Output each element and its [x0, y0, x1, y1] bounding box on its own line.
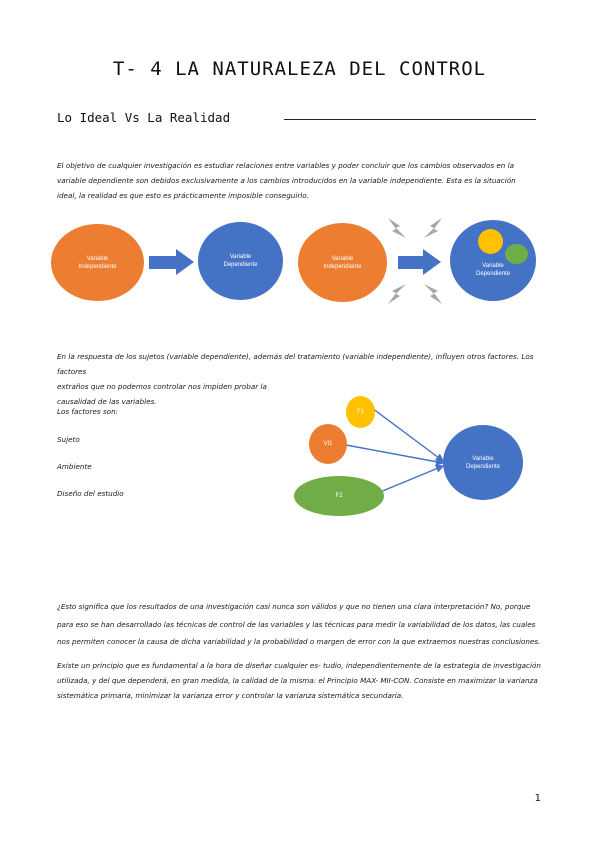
factors-paragraph-line: extraños que no podemos controlar nos impiden probar la	[57, 382, 267, 391]
real-dependent-label: Variable Dependiente	[475, 262, 511, 277]
lightning-icon	[388, 218, 406, 238]
real-independent-label: Variable Independiente	[323, 255, 362, 270]
conclusion-paragraph-1: ¿Esto significa que los resultados de una investigación casi nunca son válidos y que no tienen una clara interpretación? No, porque para eso se han desarrollado las técnicas de control de las variables y las técnicas para medir la variabilidad de los datos, las cuales nos permiten conocer la causa de dicha variabilidad y la probabilidad o margen de error con la que extraemos nuestras conclusiones.	[57, 602, 541, 646]
factor-dependent-node	[443, 425, 523, 500]
extraneous-green-node	[505, 244, 528, 264]
lightning-icon	[424, 218, 442, 238]
extraneous-yellow-node	[478, 229, 503, 254]
conclusion-paragraph-2: Existe un principio que es fundamental a la hora de diseñar cualquier es- tudio, independientemente de la estrategia de investigación utilizada, y del que dependerá, en gran medida, la calidad de la misma: el Principio MAX- MII-CON. Consiste en maximizar la varianza sistemática primaria, minimizar la varianza error y controlar la varianza sistemática secundaria.	[57, 661, 541, 700]
factors-paragraph-line: En la respuesta de los sujetos (variable dependiente), además del tratamiento (variable independiente), influyen otros factores. Los factores	[57, 352, 534, 376]
factor-item: Ambiente	[57, 462, 92, 471]
factor-f2-label: F2	[335, 493, 343, 499]
factor-arrow	[380, 466, 443, 492]
section-divider	[284, 119, 536, 120]
lightning-icon	[424, 284, 442, 304]
lightning-icon	[388, 284, 406, 304]
lightning-icons	[380, 212, 450, 312]
page-number: 1	[534, 793, 541, 804]
ideal-dependent-node	[198, 222, 283, 300]
ideal-dependent-label: Variable Dependiente	[223, 254, 258, 268]
factors-heading: Los factores son:	[57, 407, 119, 416]
factor-f1-node	[346, 396, 375, 428]
ideal-independent-node	[51, 224, 144, 301]
factor-vi1-node	[309, 424, 347, 464]
factor-vi1-label: VI1	[323, 441, 333, 447]
ideal-arrow-shaft	[149, 256, 177, 269]
ideal-arrow-head	[176, 249, 194, 275]
factor-item: Sujeto	[57, 435, 80, 444]
section-subtitle: Lo Ideal Vs La Realidad	[57, 110, 231, 125]
factors-paragraph-line: causalidad de las variables.	[57, 397, 157, 406]
factor-arrow	[372, 408, 443, 461]
factors-paragraph	[57, 349, 537, 409]
real-independent-node	[298, 223, 387, 302]
page-title: T- 4 LA NATURALEZA DEL CONTROL	[112, 58, 487, 80]
factor-arrow	[346, 445, 443, 463]
factor-f2-node	[294, 476, 384, 516]
factor-f1-label: F1	[356, 409, 364, 415]
intro-paragraph: El objetivo de cualquier investigación es estudiar relaciones entre variables y poder concluir que los cambios observados en la variable dependiente son debidos exclusivamente a los cambios introducidos en la variable independiente. Esta es la situación ideal, la realidad es que esto es prácticamente imposible conseguirlo.	[57, 161, 516, 200]
ideal-independent-label: Variable Independiente	[78, 255, 117, 270]
factor-item: Diseño del estudio	[57, 489, 124, 498]
factor-dependent-label: Variable Dependiente	[465, 455, 501, 470]
